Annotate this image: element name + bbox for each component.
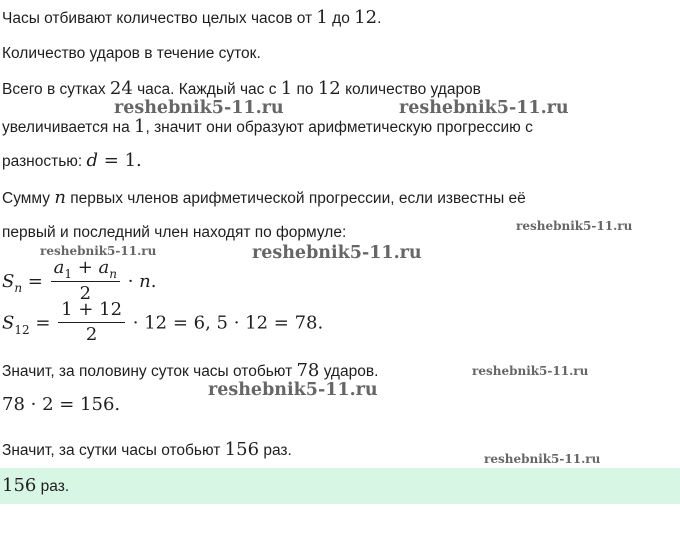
text-progression: увеличивается на 1, значит они образуют арифметическую прогрессию с	[2, 116, 533, 137]
watermark: reshebnik5-11.ru	[208, 380, 378, 400]
answer-text: 156 раз.	[2, 475, 70, 496]
watermark: reshebnik5-11.ru	[252, 243, 422, 263]
answer-box	[0, 468, 680, 504]
fraction-12: $\frac{1 + 12}{2}$	[58, 299, 125, 346]
text-hours-in-day: Всего в сутках 24 часа. Каждый час с 1 по 12 количество ударов	[2, 78, 481, 99]
watermark: reshebnik5-11.ru	[399, 98, 569, 118]
text-difference: разностью: d = 1.	[2, 150, 142, 171]
text-day-result: Значит, за сутки часы отобьют 156 раз.	[2, 439, 292, 460]
formula-sum-general: $S_n$ = $\frac{a_1 + a_n}{2}$ · n.	[2, 257, 157, 304]
text-formula-intro: первый и последний член находят по формуле:	[2, 224, 347, 241]
fraction-general: $\frac{a_1 + a_n}{2}$	[51, 257, 120, 305]
formula-double: 78 · 2 = 156.	[2, 394, 121, 415]
problem-statement: Часы отбивают количество целых часов от 1 до 12.	[2, 7, 382, 28]
watermark: reshebnik5-11.ru	[114, 98, 284, 118]
watermark: reshebnik5-11.ru	[40, 244, 157, 258]
text-sum-intro: Сумму n первых членов арифметической прогрессии, если известны её	[2, 187, 526, 208]
watermark: reshebnik5-11.ru	[484, 452, 601, 466]
watermark: reshebnik5-11.ru	[516, 219, 633, 233]
text-half-day-result: Значит, за половину суток часы отобьют 78 ударов.	[2, 360, 379, 381]
formula-sum-12: $S_{12}$ = $\frac{1 + 12}{2}$ · 12 = 6, 5 · 12 = 78.	[2, 299, 324, 345]
subheading-strikes-per-day: Количество ударов в течение суток.	[2, 45, 261, 62]
watermark: reshebnik5-11.ru	[472, 364, 589, 378]
